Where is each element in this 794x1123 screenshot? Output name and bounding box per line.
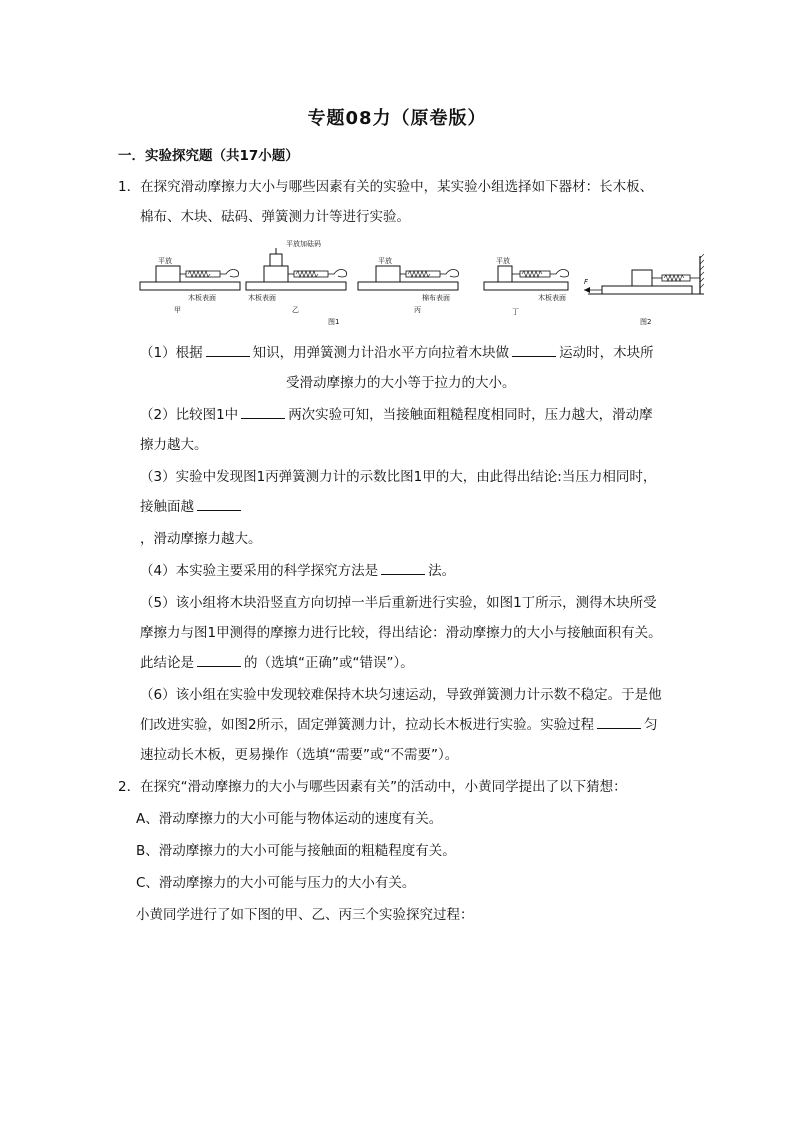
label-flat-bing: 平放 [378,257,392,265]
q1-part6-text-b: 们改进实验，如图2所示，固定弹簧测力计，拉动长木板进行实验。实验过程 [140,717,595,733]
q1-part6-line-2 [140,716,658,734]
label-wood-yi: 木板表面 [248,294,276,302]
setup-bing [358,256,459,314]
setup-yi [246,239,347,314]
q1-intro-line-1: 1．在探究滑动摩擦力大小与哪些因素有关的实验中，某实验小组选择如下器材：长木板、 [118,179,654,195]
label-ding: 丁 [512,308,519,316]
label-yi: 乙 [292,306,299,314]
q1-part4-text-b: 法。 [428,563,456,579]
q1-part1-text-b: 知识，用弹簧测力计沿水平方向拉着木块做 [252,345,510,361]
page-title: 专题08力（原卷版） [307,108,487,129]
q1-figure [136,236,710,332]
label-wood-ding: 木板表面 [538,294,566,302]
label-flat-ding: 平放 [496,257,510,265]
label-wood-jia: 木板表面 [188,294,216,302]
q1-part3-line-2 [140,498,244,516]
label-fig1: 图1 [328,318,340,326]
label-cotton-bing: 棉布表面 [422,294,450,302]
q1-part1-line-1 [140,344,654,362]
q2-intro: 2．在探究“滑动摩擦力的大小与哪些因素有关”的活动中，小黄同学提出了以下猜想： [118,779,627,795]
q1-part5-line-3 [140,654,414,672]
q1-part2-text-b: 两次实验可知，当接触面粗糙程度相同时，压力越大，滑动摩 [288,407,653,423]
q1-part6-line-1: （6）该小组在实验中发现较难保持木块匀速运动，导致弹簧测力计示数不稳定。于是他 [140,687,662,703]
friction-experiment-diagram [136,236,710,332]
setup-jia [140,256,240,314]
q1-intro-line-2: 棉布、木块、砝码、弹簧测力计等进行实验。 [140,209,410,225]
q1-part4-text-a: （4）本实验主要采用的科学探究方法是 [140,563,379,579]
label-flat-jia: 平放 [158,257,172,265]
q1-part5-text-d: 的（选填“正确”或“错误”）。 [244,655,414,671]
q1-part6-text-c: 匀 [644,717,658,733]
label-force: F [584,278,589,286]
q1-part2-line-1 [140,406,653,424]
label-fig2: 图2 [640,318,652,326]
q1-part1-text-c: 运动时，木块所 [559,345,654,361]
q1-part2-line-2: 擦力越大。 [140,437,208,453]
label-jia: 甲 [174,306,181,314]
answer-blank[interactable] [512,344,556,357]
setup-fig2 [584,254,704,326]
q1-part5-text-c: 此结论是 [140,655,194,671]
answer-blank[interactable] [597,716,641,729]
q2-guess-a: A、滑动摩擦力的大小可能与物体运动的速度有关。 [136,811,443,827]
q1-part5-line-2: 摩擦力与图1甲测得的摩擦力进行比较，得出结论：滑动摩擦力的大小与接触面积有关。 [140,625,662,641]
answer-blank[interactable] [197,654,241,667]
q2-guess-b: B、滑动摩擦力的大小可能与接触面的粗糙程度有关。 [136,843,456,859]
q1-part5-line-1: （5）该小组将木块沿竖直方向切掉一半后重新进行实验，如图1丁所示，测得木块所受 [140,595,657,611]
label-bing: 丙 [414,306,421,314]
section-heading: 一．实验探究题（共17小题） [118,148,299,164]
q2-guess-c: C、滑动摩擦力的大小可能与压力的大小有关。 [136,875,416,891]
answer-blank[interactable] [197,498,241,511]
q1-part2-text-a: （2）比较图1中 [140,407,239,423]
q1-part3-line-1: （3）实验中发现图1丙弹簧测力计的示数比图1甲的大，由此得出结论:当压力相同时， [140,469,657,485]
q1-part3-text-b: 接触面越 [140,499,194,515]
q1-part1-line-2: 受滑动摩擦力的大小等于拉力的大小。 [286,375,516,391]
answer-blank[interactable] [241,406,285,419]
q2-closing: 小黄同学进行了如下图的甲、乙、丙三个实验探究过程： [136,907,474,923]
setup-ding [484,256,569,316]
label-flat-weight: 平放加砝码 [286,240,321,248]
q1-part3-line-3: ，滑动摩擦力越大。 [140,531,262,547]
answer-blank[interactable] [381,562,425,575]
answer-blank[interactable] [206,344,250,357]
q1-part6-line-3: 速拉动长木板，更易操作（选填“需要”或“不需要”）。 [140,747,459,763]
q1-part1-text-a: （1）根据 [140,345,203,361]
q1-part4-line [140,562,455,580]
